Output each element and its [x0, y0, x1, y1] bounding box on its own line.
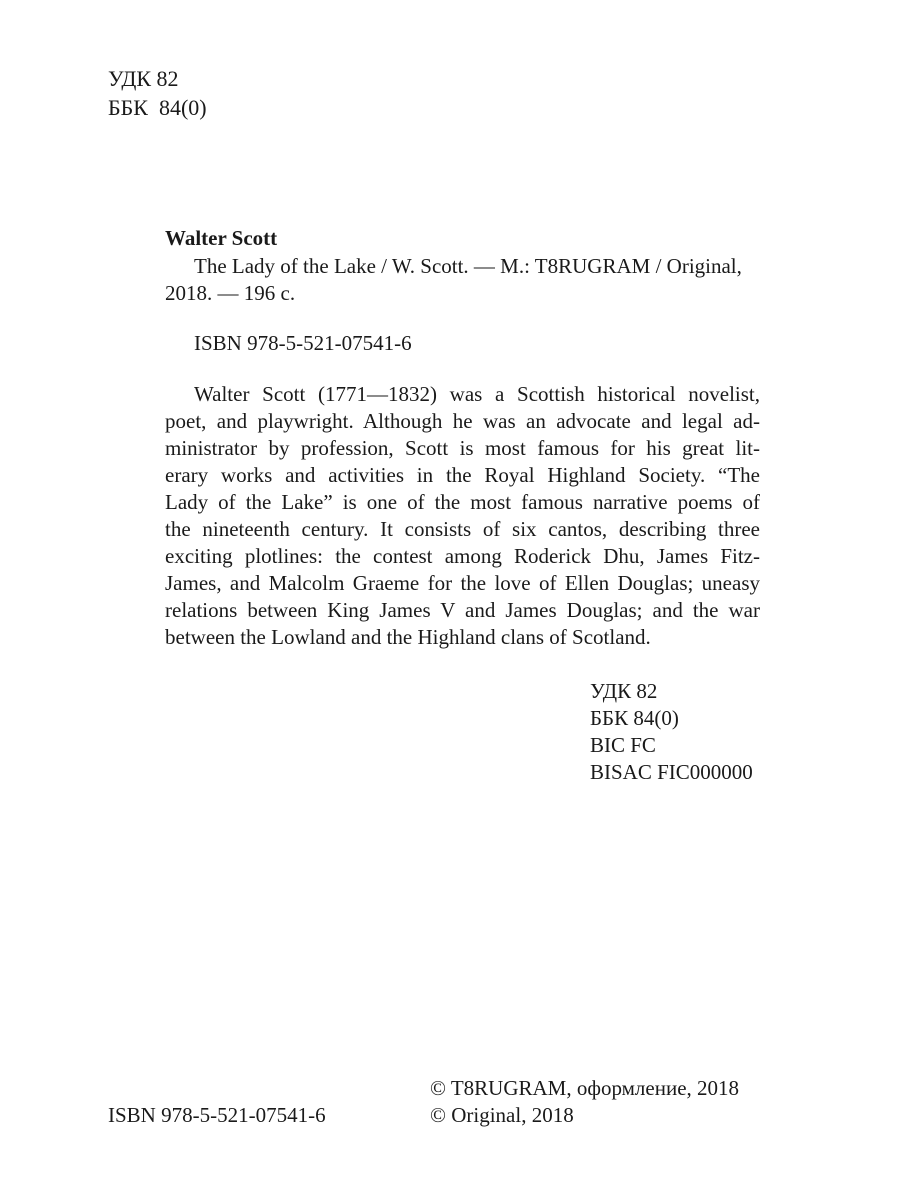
top-classification-block: [108, 64, 207, 122]
annotation-line: Lady of the Lake” is one of the most famous narrative poems of: [165, 490, 760, 514]
annotation-line: Walter Scott (1771—1832) was a Scottish historical novelist,: [194, 382, 760, 406]
annotation-line: erary works and activities in the Royal Highland Society. “The: [165, 463, 760, 487]
annotation: [165, 381, 760, 651]
annotation-line: James, and Malcolm Graeme for the love of Ellen Douglas; uneasy: [165, 571, 760, 595]
bbk-code: ББК 84(0): [590, 706, 679, 730]
biblio-line: The Lady of the Lake / W. Scott. — M.: T8RUGRAM / Original,: [194, 254, 742, 278]
right-classification-block: [590, 678, 753, 786]
annotation-line: relations between King James V and James Douglas; and the war: [165, 598, 760, 622]
annotation-line: the nineteenth century. It consists of six cantos, describing three: [165, 517, 760, 541]
biblio-line: 2018. — 196 с.: [165, 281, 296, 305]
bisac-code: BISAC FIC000000: [590, 760, 753, 784]
udk-code: УДК 82: [108, 66, 179, 91]
annotation-line: exciting plotlines: the contest among Roderick Dhu, James Fitz-: [165, 544, 760, 568]
isbn-record: ISBN 978-5-521-07541-6: [194, 331, 412, 355]
copyright-original: © Original, 2018: [430, 1103, 574, 1127]
bibliographic-description: [165, 253, 760, 307]
annotation-line: poet, and playwright. Although he was an advocate and legal ad-: [165, 409, 760, 433]
annotation-line: between the Lowland and the Highland clans of Scotland.: [165, 625, 651, 649]
annotation-line: ministrator by profession, Scott is most famous for his great lit-: [165, 436, 760, 460]
copyright-design: © T8RUGRAM, оформление, 2018: [430, 1076, 740, 1100]
copyright-block: [430, 1075, 739, 1129]
bbk-code: ББК 84(0): [108, 95, 207, 120]
bic-code: BIC FC: [590, 733, 656, 757]
author-name: Walter Scott: [165, 226, 278, 250]
footer-isbn: ISBN 978-5-521-07541-6: [108, 1103, 326, 1127]
bibliographic-record: [165, 223, 760, 651]
udk-code: УДК 82: [590, 679, 658, 703]
